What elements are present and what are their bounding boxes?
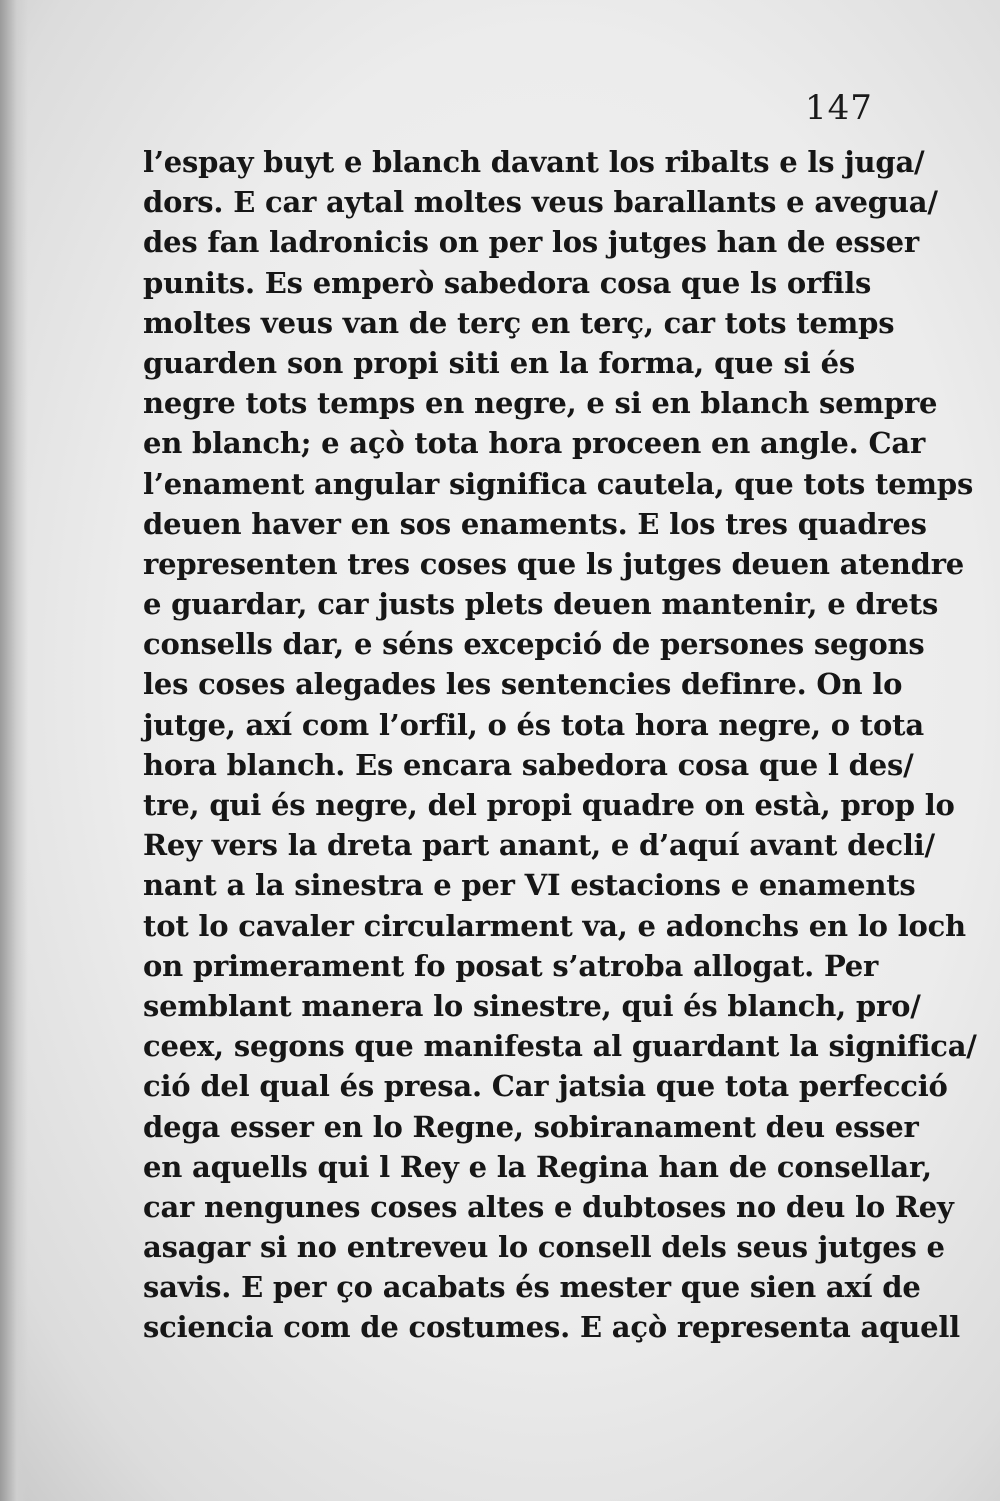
text-line: Rey vers la dreta part anant, e d’aquí avant decli/: [143, 828, 935, 863]
text-line: car nengunes coses altes e dubtoses no deu lo Rey: [143, 1189, 954, 1224]
text-line: ceex, segons que manifesta al guardant la significa/: [143, 1029, 977, 1064]
page-gutter-shadow: [0, 0, 28, 1501]
text-line: dega esser en lo Regne, sobiranament deu esser: [143, 1109, 919, 1144]
text-line: nant a la sinestra e per VI estacions e enaments: [143, 868, 916, 903]
text-line: semblant manera lo sinestre, qui és blanch, pro/: [143, 988, 921, 1023]
text-line: asagar si no entreveu lo consell dels seus jutges e: [143, 1230, 945, 1265]
text-line: representen tres coses que ls jutges deuen atendre: [143, 546, 965, 581]
text-line: l’espay buyt e blanch davant los ribalts e ls juga/: [143, 145, 925, 179]
text-line: e guardar, car justs plets deuen mantenir, e drets: [143, 587, 939, 622]
text-line: sciencia com de costumes. E açò representa aquell: [143, 1310, 960, 1345]
text-line: negre tots temps en negre, e si en blanch sempre: [143, 386, 938, 421]
text-line: tot lo cavaler circularment va, e adonchs en lo loch: [143, 908, 966, 943]
text-line: dors. E car aytal moltes veus barallants e avegua/: [143, 185, 938, 220]
text-line: en blanch; e açò tota hora proceen en angle. Car: [143, 426, 926, 461]
text-line: ció del qual és presa. Car jatsia que tota perfecció: [143, 1069, 948, 1104]
text-line: guarden son propi siti en la forma, que si és: [143, 345, 855, 380]
text-line: consells dar, e séns excepció de persones segons: [143, 627, 925, 662]
page-number: 147: [805, 88, 873, 128]
text-line: tre, qui és negre, del propi quadre on està, prop lo: [143, 788, 955, 822]
text-line: l’enament angular significa cautela, que tots temps: [143, 466, 974, 501]
text-line: des fan ladronicis on per los jutges han de esser: [143, 225, 919, 260]
text-line: hora blanch. Es encara sabedora cosa que l des/: [143, 747, 914, 782]
body-text: [143, 142, 977, 1348]
text-line: en aquells qui l Rey e la Regina han de consellar,: [143, 1149, 932, 1184]
text-line: deuen haver en sos enaments. E los tres quadres: [143, 506, 927, 541]
text-line: jutge, axí com l’orfil, o és tota hora negre, o tota: [143, 707, 924, 742]
text-line: on primerament fo posat s’atroba allogat. Per: [143, 948, 879, 983]
text-line: punits. Es emperò sabedora cosa que ls orfils: [143, 265, 872, 300]
text-line: les coses alegades les sentencies definre. On lo: [143, 667, 903, 702]
text-line: moltes veus van de terç en terç, car tots temps: [143, 305, 895, 340]
text-line: savis. E per ço acabats és mester que sien axí de: [143, 1270, 921, 1305]
